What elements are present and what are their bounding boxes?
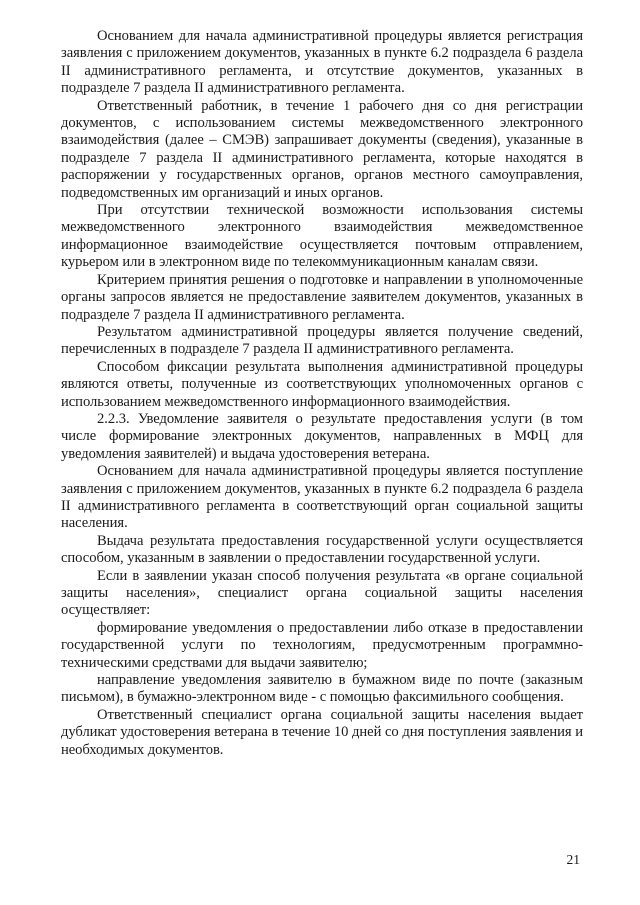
paragraph-8: Основанием для начала административной процедуры является поступление заявления с приложением документов, указанных в пункте 6.2 подраздела 6 раздела II административного регламента в соответствующий орган социальной защиты населения. bbox=[61, 463, 583, 532]
paragraph-13: Ответственный специалист органа социальной защиты населения выдает дубликат удостоверения ветерана в течение 10 дней со дня поступления заявления и необходимых документов. bbox=[61, 706, 583, 758]
paragraph-1: Основанием для начала административной процедуры является регистрация заявления с приложением документов, указанных в пункте 6.2 подраздела 6 раздела II административного регламента, и отсутствие документов, указанных в подразделе 7 раздела II административного регламента. bbox=[61, 28, 583, 97]
paragraph-7: 2.2.3. Уведомление заявителя о результате предоставления услуги (в том числе формирование электронных документов, направленных в МФЦ для уведомления заявителей) и выдача удостоверения ветерана. bbox=[61, 410, 583, 462]
paragraph-2: Ответственный работник, в течение 1 рабочего дня со дня регистрации документов, с использованием системы межведомственного электронного взаимодействия (далее – СМЭВ) запрашивает документы (сведения), указанные в подразделе 7 раздела II административного регламента, которые находятся в распоряжении у государственных органов, органов местного самоуправления, подведомственных им организаций и иных органов. bbox=[61, 97, 583, 201]
paragraph-11: формирование уведомления о предоставлении либо отказе в предоставлении государственной услуги по технологиям, предусмотренным программно-техническими средствами для выдачи заявителю; bbox=[61, 619, 583, 671]
paragraph-10: Если в заявлении указан способ получения результата «в органе социальной защиты населения», специалист органа социальной защиты населения осуществляет: bbox=[61, 567, 583, 619]
paragraph-9: Выдача результата предоставления государственной услуги осуществляется способом, указанным в заявлении о предоставлении государственной услуги. bbox=[61, 532, 583, 567]
paragraph-6: Способом фиксации результата выполнения административной процедуры являются ответы, полученные из соответствующих уполномоченных органов с использованием межведомственного информационного взаимодействия. bbox=[61, 358, 583, 410]
paragraph-5: Результатом административной процедуры является получение сведений, перечисленных в подразделе 7 раздела II административного регламента. bbox=[61, 323, 583, 358]
paragraph-4: Критерием принятия решения о подготовке и направлении в уполномоченные органы запросов является не предоставление заявителем документов, указанных в подразделе 7 раздела II административного регламента. bbox=[61, 271, 583, 323]
paragraph-12: направление уведомления заявителю в бумажном виде по почте (заказным письмом), в бумажно-электронном виде - с помощью факсимильного сообщения. bbox=[61, 672, 583, 706]
paragraph-3: При отсутствии технической возможности использования системы межведомственного электронного взаимодействия межведомственное информационное взаимодействие осуществляется почтовым отправлением, курьером или в электронном виде по телекоммуникационным каналам связи. bbox=[61, 202, 583, 271]
page-number: 21 bbox=[566, 852, 580, 867]
